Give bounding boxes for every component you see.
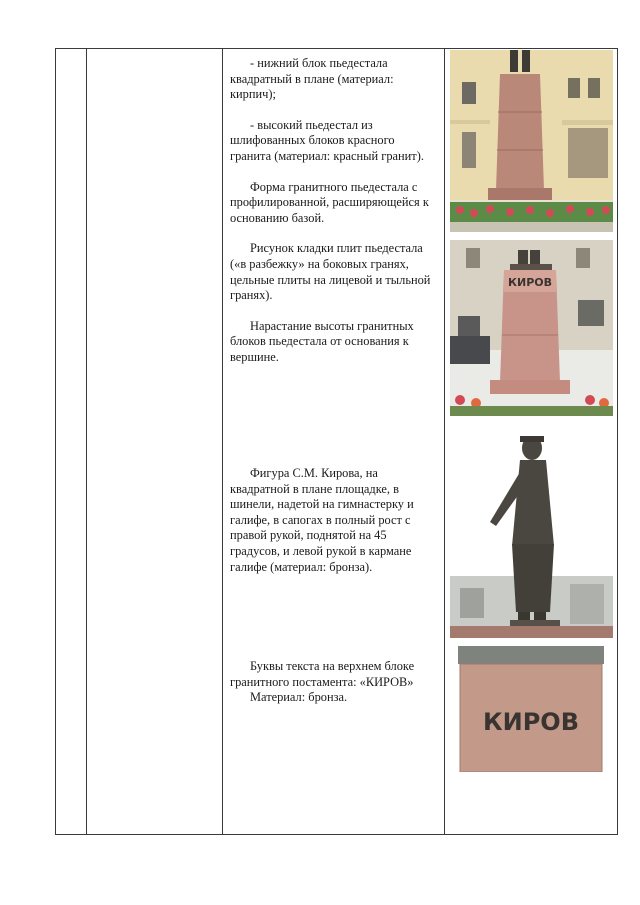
photo-monument-pedestal-side — [450, 240, 613, 416]
photo-inscription-closeup — [450, 646, 613, 772]
table-border-left — [55, 48, 56, 835]
photo-bronze-figure — [450, 426, 613, 638]
pedestal-paragraph-5: Нарастание высоты гранитных блоков пьедестала от основания к вершине. — [230, 318, 414, 364]
table-column-divider-2 — [222, 48, 223, 835]
letters-paragraph-2: Материал: бронза. — [250, 690, 348, 705]
table-border-bottom — [55, 834, 618, 835]
pedestal-paragraph-2: - высокий пьедестал из шлифованных блоков красного гранита (материал: красный гранит). — [230, 117, 424, 163]
table-border-right — [617, 48, 618, 835]
description-cell-pedestal — [230, 56, 438, 366]
pedestal-paragraph-4: Рисунок кладки плит пьедестала («в разбежку» на боковых гранях, цельные плиты на лицевой и тыльной гранях). — [230, 241, 431, 303]
description-cell-letters — [230, 659, 438, 706]
photo-inscription-small: КИРОВ — [508, 276, 552, 289]
pedestal-paragraph-1: - нижний блок пьедестала квадратный в плане (материал: кирпич); — [230, 56, 394, 102]
table-column-divider-1 — [86, 48, 87, 835]
table-border-top — [55, 48, 618, 49]
table-column-divider-3 — [444, 48, 445, 835]
photo-inscription-large: КИРОВ — [483, 708, 579, 736]
photo-monument-pedestal-front — [450, 50, 613, 232]
description-cell-figure — [230, 466, 438, 575]
letters-paragraph-1: Буквы текста на верхнем блоке гранитного постамента: «КИРОВ» — [230, 659, 415, 689]
pedestal-paragraph-3: Форма гранитного пьедестала с профилированной, расширяющейся к основанию базой. — [230, 179, 429, 225]
figure-paragraph: Фигура С.М. Кирова, на квадратной в плане площадке, в шинели, надетой на гимнастерку и галифе, в сапогах в полный рост с правой рукой, поднятой на 45 градусов, и левой рукой в кармане галифе (материал: бронза). — [230, 466, 414, 574]
